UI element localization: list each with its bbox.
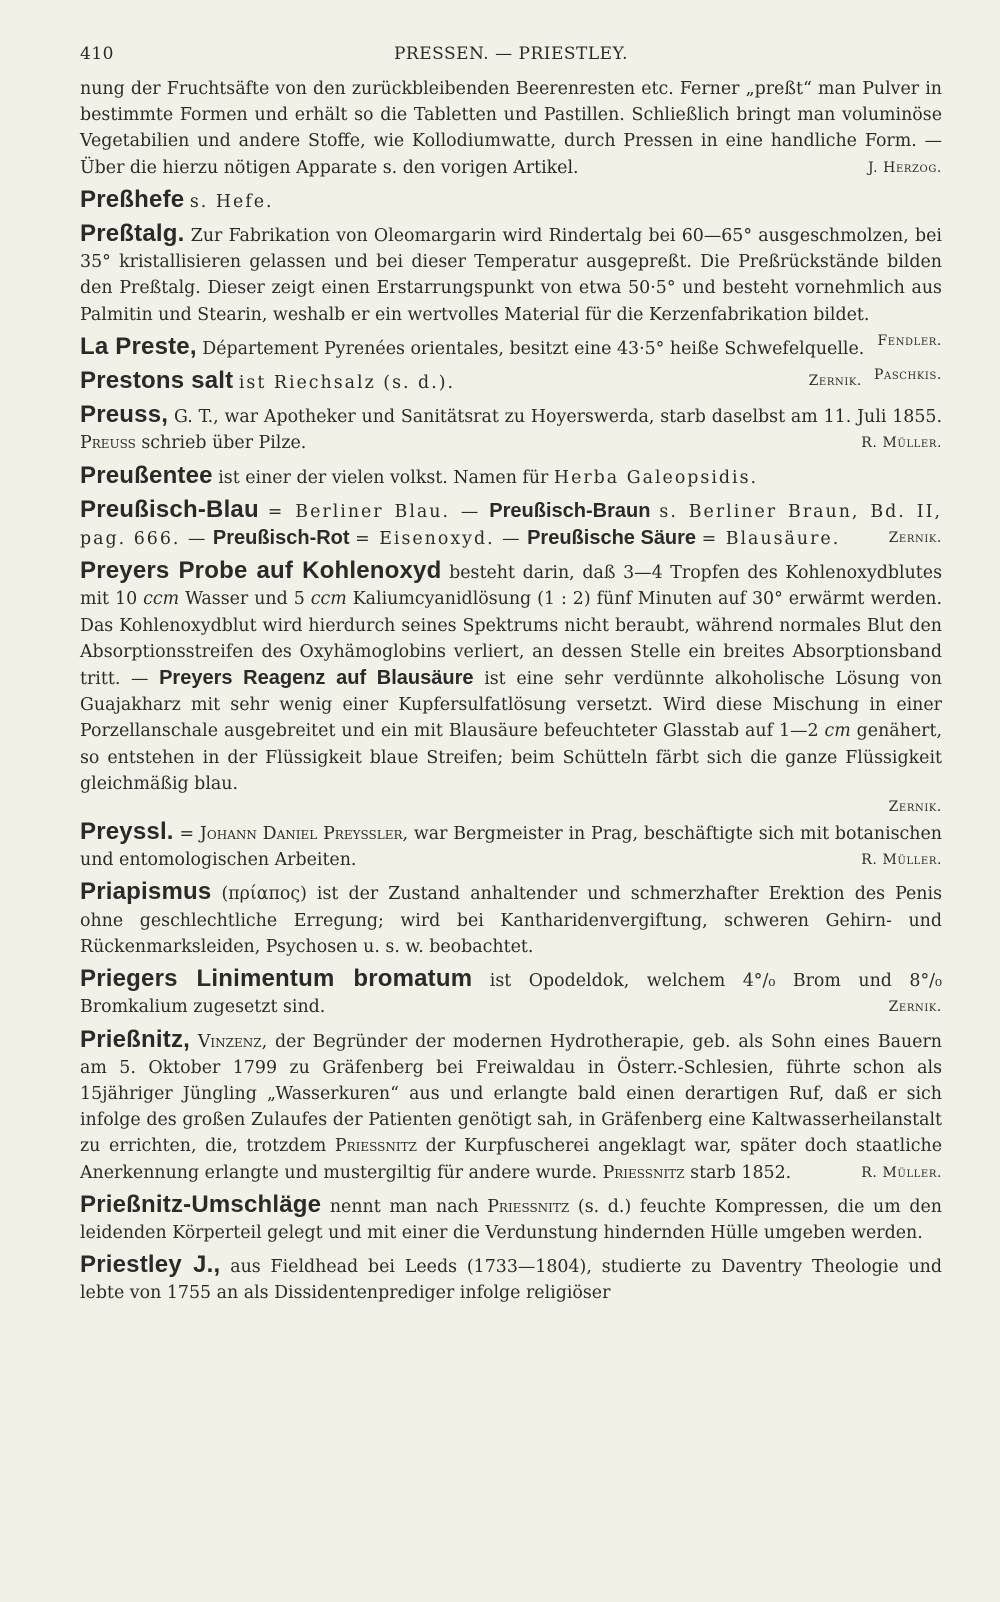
entry-priessnitz-umschlaege <box>80 1192 942 1246</box>
entry-text: starb 1852. <box>690 1162 792 1183</box>
running-head <box>80 40 942 76</box>
person-name: Priessnitz <box>602 1162 685 1183</box>
headword: Priapismus <box>80 878 212 906</box>
entry-text: (s. d.) feuchte Kompressen, die um den leidenden Körperteil gelegt und mit einer die Verdunstung hindernden Hülle umgeben werden. <box>80 1196 942 1243</box>
author-signature: J. Herzog. <box>867 159 942 176</box>
entry-text: schrieb über Pilze. <box>141 433 307 454</box>
author-signature: R. Müller. <box>861 435 942 452</box>
headword: Preußentee <box>80 461 213 489</box>
headword: Preyssl. <box>80 818 174 846</box>
headword: Prießnitz, <box>80 1025 191 1053</box>
entry-text: = Eisenoxyd. — <box>355 529 522 550</box>
sub-headword: Preyers Reagenz auf Blausäure <box>159 667 474 690</box>
entry-text: besteht darin, daß 3—4 Tropfen des Kohlenoxydblutes mit 10 <box>80 563 942 610</box>
sub-headword: Preußisch-Braun <box>489 499 651 522</box>
entry-prestons-salt <box>80 368 942 396</box>
entry-text: = <box>179 824 195 845</box>
entry-text: (πρίαπος) ist der Zustand anhaltender und schmerzhafter Erektion des Penis ohne geschlechtliche Erregung; wird bei Kantharidenvergiftung, schweren Gehirn- und Rückenmarksleiden, Psychosen u. s. w. beobachtet. <box>80 884 942 957</box>
headword: Preßhefe <box>80 185 185 213</box>
author-signature: Zernik. <box>888 999 942 1016</box>
headword: Preußisch-Blau <box>80 495 259 523</box>
entry-text: war Bergmeister in Prag, beschäftigte sich mit botanischen und entomologischen Arbeiten. <box>80 824 942 871</box>
headword: Preuss, <box>80 401 169 429</box>
headword: Preßtalg. <box>80 220 185 248</box>
entry-preussisch-blau <box>80 497 942 552</box>
headword: Preyers Probe auf Kohlenoxyd <box>80 557 442 585</box>
entry-text: aus Fieldhead bei Leeds (1733—1804), studierte zu Daventry Theologie und lebte von 1755 an als Dissidentenprediger infolge religiöser <box>80 1257 943 1304</box>
entry-text: Kaliumcyanidlösung (1 : 2) fünf Minuten auf 30° erwärmt werden. Das Kohlenoxydblut wird hierdurch seines Spektrums nicht beraubt, während normales Blut den Absorptionsstreifen des Oxyhämoglobins verliert, an dessen Stelle ein breites Absorptionsband tritt. — <box>80 589 943 690</box>
person-name: Preuss <box>80 433 136 454</box>
page-number: 410 <box>80 44 114 64</box>
headword: Priegers Linimentum bromatum <box>80 965 473 993</box>
entry-preyssl <box>80 819 942 873</box>
author-signature: Fendler. <box>877 332 942 349</box>
person-name: Johann Daniel Preyssler, <box>199 824 409 845</box>
entry-text: Zur Fabrikation von Oleomargarin wird Rindertalg bei 60—65° ausgeschmolzen, bei 35° kristallisieren gelassen und bei dieser Temperatur ausgepreßt. Die Preßrückstände bilden den Preßtalg. Dieser zeigt einen Erstarrungspunkt von etwa 50·5° und besteht vornehmlich aus Palmitin und Stearin, weshalb er ein wertvolles Material für die Kerzenfabrikation bildet. <box>80 226 942 325</box>
entry-priegers <box>80 966 942 1020</box>
sub-headword: Preußisch-Rot <box>212 527 350 550</box>
author-signature: Zernik. <box>888 530 942 547</box>
person-name: Priessnitz <box>334 1136 417 1157</box>
entry-priapismus <box>80 879 942 960</box>
author-signature: R. Müller. <box>861 1164 942 1181</box>
entry-text: s. Berliner Braun, Bd. II, pag. 666. — <box>80 501 943 550</box>
entry-text: s. Hefe. <box>189 191 274 212</box>
entry-text: genähert, so entstehen in der Flüssigkeit blaue Streifen; beim Schütteln färbt sich die ganze Flüssigkeit gleichmäßig blau. <box>80 721 942 794</box>
entry-text: ist eine sehr verdünnte alkoholische Lösung von Guajakharz mit sehr wenig einer Kupfersulfatlösung versetzt. Wird diese Mischung in einer Porzellanschale ausgebreitet und ein mit Blausäure befeuchteter Glasstab auf 1—2 <box>80 669 942 742</box>
unit: cm <box>824 721 851 742</box>
entry-text: ist Riechsalz (s. d.). <box>238 373 456 394</box>
entry-text: der Kurpfuscherei angeklagt war, später doch staatliche Anerkennung erlangte und mustergiltig für andere wurde. <box>80 1136 942 1183</box>
sub-headword: Preußische Säure <box>527 527 697 550</box>
person-name: Priessnitz <box>487 1196 570 1217</box>
author-signature: R. Müller. <box>861 852 942 869</box>
entry-priestley <box>80 1252 942 1306</box>
entry-preuss <box>80 402 942 456</box>
entry-continuation <box>80 76 942 181</box>
author-signature: Paschkis. <box>874 367 942 384</box>
headword: Priestley J., <box>80 1251 221 1279</box>
unit: ccm <box>310 589 347 610</box>
running-title: PRESSEN. — PRIESTLEY. <box>393 44 629 64</box>
entry-text: = Blausäure. <box>701 529 841 550</box>
person-name: Vinzenz, <box>197 1031 268 1052</box>
entry-text-spaced: Herba Galeopsidis. <box>553 467 759 488</box>
entry-text: nennt man nach <box>329 1196 479 1217</box>
headword: Prestons salt <box>80 367 234 395</box>
entry-priessnitz <box>80 1027 942 1186</box>
entry-presshefe <box>80 187 942 215</box>
headword: Prießnitz-Umschläge <box>80 1190 322 1218</box>
unit: ccm <box>143 589 180 610</box>
entry-preyers-probe <box>80 558 942 797</box>
headword: La Preste, <box>80 332 197 360</box>
author-signature: Zernik. <box>808 373 862 390</box>
entry-text: ist Opodeldok, welchem 4°/₀ Brom und 8°/₀ Bromkalium zugesetzt sind. <box>80 971 942 1018</box>
entry-text: G. T., war Apotheker und Sanitätsrat zu Hoyerswerda, starb daselbst am 11. Juli 1855. <box>173 407 942 428</box>
entry-text: = Berliner Blau. — <box>267 501 481 522</box>
entry-text: nung der Fruchtsäfte von den zurückbleibenden Beerenresten etc. Ferner „preßt“ man Pulver in bestimmte Formen und erhält so die Tabletten und Pastillen. Schließlich bringt man voluminöse Vegetabilien und andere Stoffe, wie Kollodiumwatte, durch Pressen in eine handliche Form. — Über die hierzu nötigen Apparate s. den vorigen Artikel. <box>80 79 942 178</box>
author-signature: Zernik. <box>888 799 942 816</box>
entry-text: Wasser und 5 <box>185 589 305 610</box>
entry-text: Département Pyrenées orientales, besitzt eine 43·5° heiße Schwefelquelle. <box>202 338 865 359</box>
entry-preussentee <box>80 463 942 491</box>
entry-text: der Begründer der modernen Hydrotherapie, geb. als Sohn eines Bauern am 5. Oktober 1799 zu Gräfenberg bei Freiwaldau in Österr.-Schlesien, führte schon als 15jähriger Jüngling „Wasserkuren“ aus und erlangte bald einen derartigen Ruf, daß er sich infolge des großen Zulaufes der Patienten genötigt sah, in Gräfenberg eine Kaltwasserheilanstalt zu errichten, die, trotzdem <box>80 1031 942 1157</box>
entry-text: ist einer der vielen volkst. Namen für <box>218 467 549 488</box>
